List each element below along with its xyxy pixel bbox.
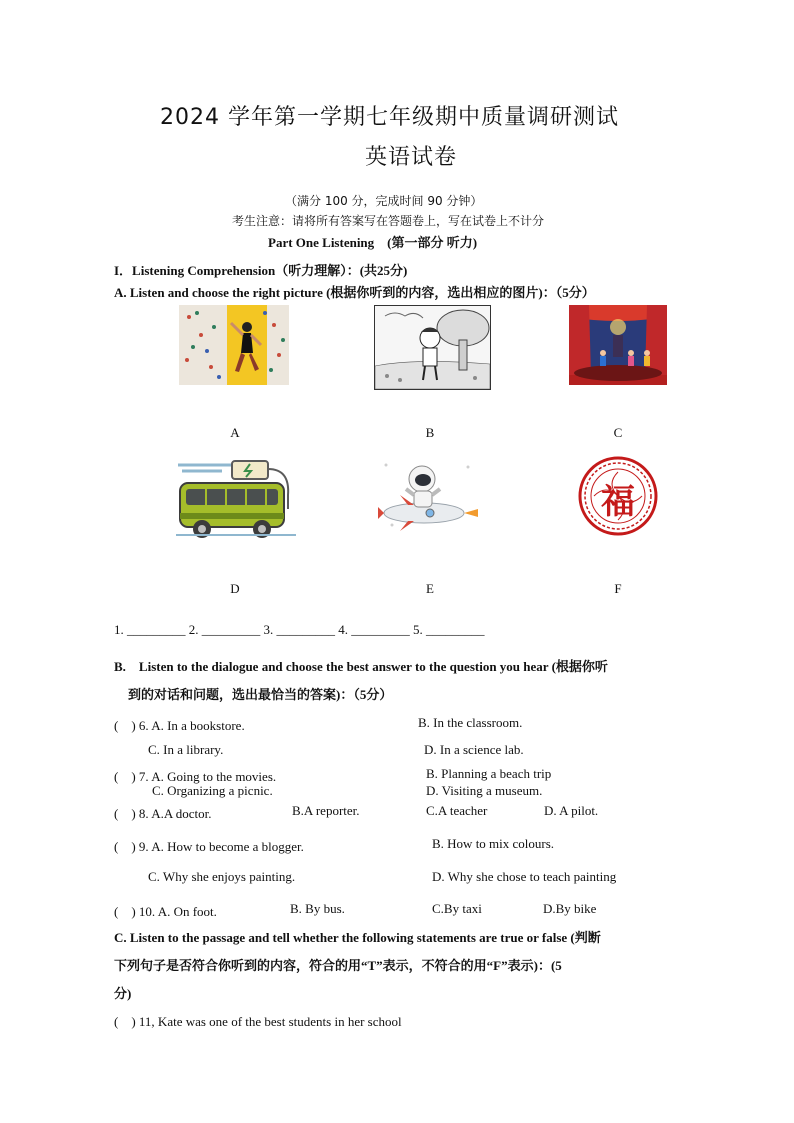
question-10-stem: ( ) 10. A. On foot. (114, 904, 217, 919)
part-a-instruction: A. Listen and choose the right picture (根据你听到的内容，选出相应的图片)：（5分） (114, 285, 595, 300)
part-c-instruction-line1: C. Listen to the passage and tell whether the following statements are true or false (判断 (114, 930, 601, 945)
fu-papercut-picture (578, 456, 658, 536)
stage-performance-picture (569, 305, 667, 385)
part-c-instruction-line2: 下列句子是否符合你听到的内容，符合的用“T”表示，不符合的用“F”表示)：(5 (114, 958, 562, 973)
question-6-option-c: C. In a library. (148, 742, 224, 757)
part-one-heading: Part One Listening (第一部分 听力) (268, 235, 478, 250)
boy-under-tree-picture (374, 305, 491, 390)
part-c-instruction-line3: 分) (114, 986, 132, 1001)
question-7-option-b: B. Planning a beach trip (426, 766, 552, 781)
section-heading: I．Listening Comprehension（听力理解）：(共25分) (114, 263, 408, 278)
astronaut-rocket-picture (378, 455, 480, 540)
question-8-option-c: C.A teacher (426, 803, 488, 818)
picture-label-a: A (230, 425, 240, 440)
question-9-option-d: D. Why she chose to teach painting (432, 869, 617, 884)
question-10-option-b: B. By bus. (290, 901, 345, 916)
question-7-option-c: C. Organizing a picnic. (152, 783, 273, 798)
picture-label-f: F (614, 581, 622, 596)
question-8-option-d: D. A pilot. (544, 803, 599, 818)
question-9-option-c: C. Why she enjoys painting. (148, 869, 296, 884)
exam-title: 2024 学年第一学期七年级期中质量调研测试 (160, 105, 619, 130)
question-9-stem: ( ) 9. A. How to become a blogger. (114, 839, 304, 854)
picture-label-d: D (230, 581, 240, 596)
part-b-instruction-line1: B. Listen to the dialogue and choose the best answer to the question you hear (根据你听 (114, 659, 608, 674)
question-8-stem: ( ) 8. A.A doctor. (114, 806, 212, 821)
part-a-answer-blanks[interactable]: 1. _________ 2. _________ 3. _________ 4. _________ 5. _________ (114, 622, 485, 637)
question-6-stem: ( ) 6. A. In a bookstore. (114, 718, 245, 733)
picture-label-b: B (425, 425, 435, 440)
question-8-option-b: B.A reporter. (292, 803, 360, 818)
score-info: （满分 100 分，完成时间 90 分钟） (285, 194, 483, 208)
picture-label-e: E (426, 581, 434, 596)
question-6-option-b: B. In the classroom. (418, 715, 523, 730)
electric-bus-picture (172, 455, 300, 543)
exam-subtitle: 英语试卷 (365, 145, 458, 170)
question-6-option-d: D. In a science lab. (424, 742, 524, 757)
question-10-option-c: C.By taxi (432, 901, 482, 916)
question-7-stem: ( ) 7. A. Going to the movies. (114, 769, 277, 784)
question-10-option-d: D.By bike (543, 901, 597, 916)
question-11-stem: ( ) 11, Kate was one of the best students in her school (114, 1014, 402, 1029)
question-7-option-d: D. Visiting a museum. (426, 783, 543, 798)
fu-character: 福 (601, 482, 635, 522)
question-9-option-b: B. How to mix colours. (432, 836, 555, 851)
part-b-instruction-line2: 到的对话和问题，选出最恰当的答案)：（5分） (128, 687, 393, 702)
candidate-notice: 考生注意：请将所有答案写在答题卷上，写在试卷上不计分 (232, 214, 545, 228)
rock-climbing-picture (179, 305, 289, 385)
picture-label-c: C (613, 425, 623, 440)
